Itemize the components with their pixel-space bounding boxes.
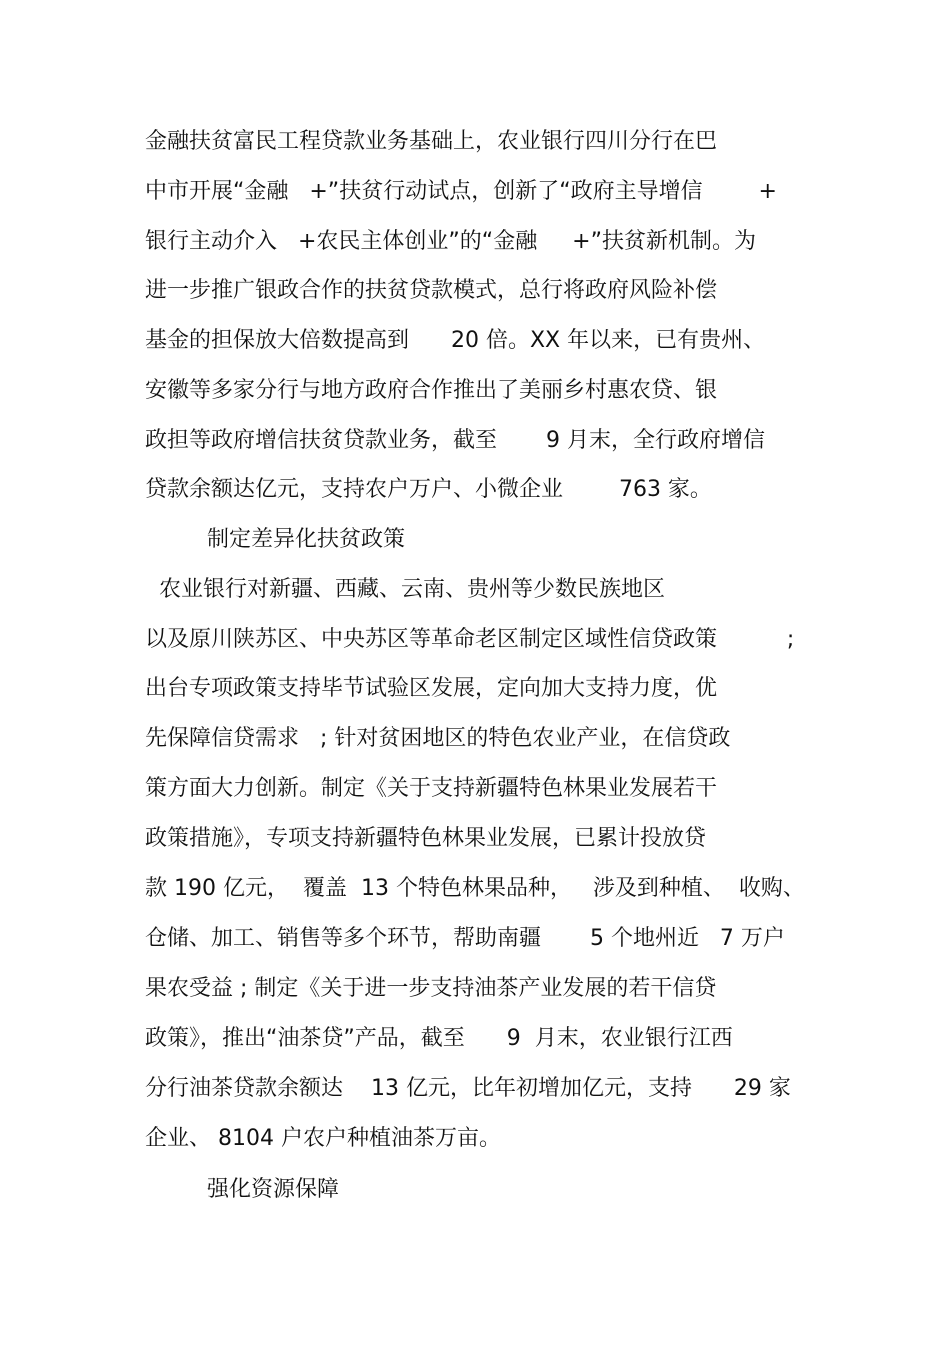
section-heading: 强化资源保障 — [207, 1177, 340, 1202]
paragraph-line: 先保障信贷需求 ; 针对贫困地区的特色农业产业，在信贷政 — [145, 726, 731, 751]
paragraph-line: 款 190 亿元， 覆盖 13 个特色林果品种， 涉及到种植、 收购、 — [145, 876, 805, 901]
paragraph-line: 进一步推广银政合作的扶贫贷款模式，总行将政府风险补偿 — [145, 278, 718, 303]
paragraph-line: 基金的担保放大倍数提高到 20 倍。XX 年以来，已有贵州、 — [145, 328, 766, 353]
paragraph-line: 企业、 8104 户农户种植油茶万亩。 — [145, 1126, 501, 1151]
paragraph-line: 贷款余额达亿元，支持农户万户、小微企业 763 家。 — [145, 477, 712, 502]
paragraph-line: 仓储、加工、销售等多个环节，帮助南疆 5 个地州近 7 万户 — [145, 926, 785, 951]
section-heading: 制定差异化扶贫政策 — [207, 527, 406, 552]
paragraph-line: 策方面大力创新。制定《关于支持新疆特色林果业发展若干 — [145, 776, 718, 801]
paragraph-line: 金融扶贫富民工程贷款业务基础上，农业银行四川分行在巴 — [145, 129, 718, 154]
paragraph-line: 农业银行对新疆、西藏、云南、贵州等少数民族地区 — [145, 577, 665, 602]
paragraph-line: 政策措施》，专项支持新疆特色林果业发展，已累计投放贷 — [145, 826, 707, 851]
paragraph-line: 分行油茶贷款余额达 13 亿元，比年初增加亿元，支持 29 家 — [145, 1076, 791, 1101]
paragraph-line: 银行主动介入 +农民主体创业”的“金融 +”扶贫新机制。为 — [145, 229, 757, 254]
paragraph-line: 中市开展“金融 +”扶贫行动试点，创新了“政府主导增信 + — [145, 179, 777, 204]
paragraph-line: 果农受益 ; 制定《关于进一步支持油茶产业发展的若干信贷 — [145, 976, 717, 1001]
paragraph-line: 出台专项政策支持毕节试验区发展，定向加大支持力度，优 — [145, 676, 718, 701]
paragraph-line: 以及原川陕苏区、中央苏区等革命老区制定区域性信贷政策 ; — [145, 627, 795, 652]
paragraph-line: 政策》，推出“油茶贷”产品，截至 9 月末，农业银行江西 — [145, 1026, 733, 1051]
paragraph-line: 政担等政府增信扶贫贷款业务，截至 9 月末，全行政府增信 — [145, 428, 765, 453]
paragraph-line: 安徽等多家分行与地方政府合作推出了美丽乡村惠农贷、银 — [145, 378, 718, 403]
